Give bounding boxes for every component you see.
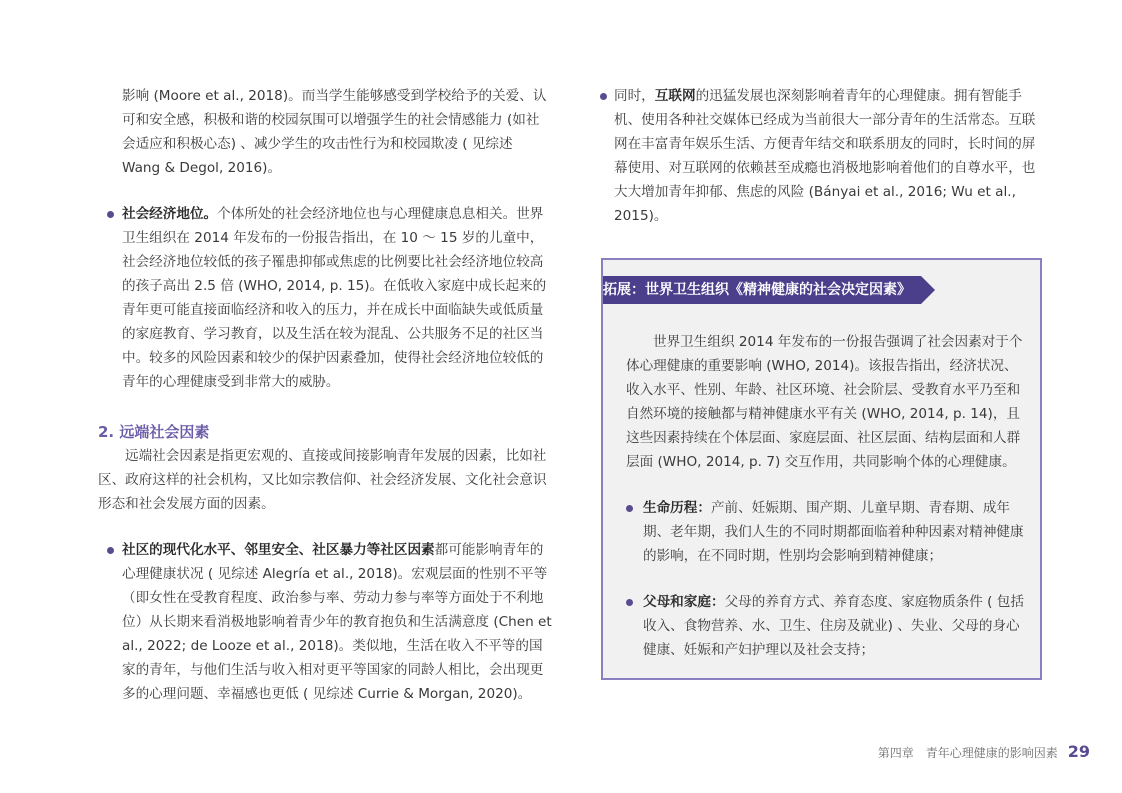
- callout-bullet-family: [626, 590, 1026, 662]
- bullet-dot-icon: [107, 211, 114, 218]
- bullet-dot-icon: [600, 93, 607, 100]
- bullet-dot-icon: [107, 547, 114, 554]
- bullet-bold-lead: 社会经济地位。: [122, 206, 218, 222]
- bullet-text: 父母的养育方式、养育态度、家庭物质条件 ( 包括收入、食物营养、水、卫生、住房及就业) 、失业、父母的身心健康、妊娠和产妇护理以及社会支持；: [643, 594, 1024, 658]
- bullet-text: 个体所处的社会经济地位也与心理健康息息相关。世界卫生组织在 2014 年发布的一份报告指出，在 10 ～ 15 岁的儿童中，社会经济地位较低的孩子罹患抑郁或焦虑的比例要比社会经济地位较高的孩子高出 2.5 倍 (WHO, 2014, p. 15)。在低收入家庭中成长起来的青年更可能直接面临经济和收入的压力，并在成长中面临缺失或低质量的家庭教育、学习教育，以及生活在较为混乱、公共服务不足的社区当中。较多的风险因素和较少的保护因素叠加，使得社会经济地位较低的青年的心理健康受到非常大的威胁。: [122, 206, 547, 390]
- section-body: 远端社会因素是指更宏观的、直接或间接影响青年发展的因素，比如社区、政府这样的社会机构，又比如宗教信仰、社会经济发展、文化社会意识形态和社会发展方面的因素。: [98, 448, 547, 512]
- callout-title: [603, 276, 921, 304]
- callout-title-text: 拓展：世界卫生组织《精神健康的社会决定因素》: [603, 282, 911, 298]
- callout-bullet-life-course: [626, 496, 1026, 568]
- page-number: 29: [1067, 742, 1090, 761]
- bullet-bold-lead: 生命历程：: [643, 500, 711, 516]
- bullet-community-factors: [98, 538, 552, 706]
- page-footer: [878, 742, 1090, 761]
- continued-paragraph: 影响 (Moore et al., 2018)。而当学生能够感受到学校给予的关爱、认可和安全感，积极和谐的校园氛围可以增强学生的社会情感能力 (如社会适应和积极心态) 、减少学生的攻击性行为和校园欺凌 ( 见综述 Wang & Degol, 2016)。: [122, 88, 547, 176]
- chapter-title: 第四章 青年心理健康的影响因素: [877, 746, 1058, 760]
- bullet-socioeconomic-status: [98, 202, 552, 394]
- bullet-bold-lead: 社区的现代化水平、邻里安全、社区暴力等社区因素: [122, 542, 435, 558]
- callout-intro: 世界卫生组织 2014 年发布的一份报告强调了社会因素对于个体心理健康的重要影响 (WHO, 2014)。该报告指出，经济状况、收入水平、性别、年龄、社区环境、社会阶层、受教育水平乃至和自然环境的接触都与精神健康水平有关 (WHO, 2014, p. 14)，且这些因素持续在个体层面、家庭层面、社区层面、结构层面和人群层面 (WHO, 2014, p. 7) 交互作用，共同影响个体的心理健康。: [626, 334, 1023, 470]
- bullet-dot-icon: [626, 505, 633, 512]
- bullet-text: 的迅猛发展也深刻影响着青年的心理健康。拥有智能手机、使用各种社交媒体已经成为当前很大一部分青年的生活常态。互联网在丰富青年娱乐生活、方便青年结交和联系朋友的同时，长时间的屏幕使用、对互联网的依赖甚至成瘾也消极地影响着他们的自尊水平，也大大增加青年抑郁、焦虑的风险 (Bányai et al., 2016; Wu et al., 2015)。: [614, 88, 1036, 224]
- bullet-dot-icon: [626, 599, 633, 606]
- right-column: [600, 84, 1046, 228]
- bullet-bold-lead: 互联网: [654, 88, 696, 104]
- bullet-text: 都可能影响青年的心理健康状况 ( 见综述 Alegría et al., 2018)。宏观层面的性别不平等（即女性在受教育程度、政治参与率、劳动力参与率等方面处于不利地位）从长期来看消极地影响着青少年的教育抱负和生活满意度 (Chen et al., 2022; de Looze et al., 2018)。类似地，生活在收入不平等的国家的青年，与他们生活与收入相对更平等国家的同龄人相比，会出现更多的心理问题、幸福感也更低 ( 见综述 Currie & Morgan, 2020)。: [122, 542, 552, 702]
- callout-body: [626, 330, 1026, 662]
- bullet-internet: [600, 84, 1046, 228]
- callout-box: [601, 258, 1042, 680]
- bullet-bold-lead: 父母和家庭：: [643, 594, 725, 610]
- bullet-prefix: 同时，: [614, 88, 655, 104]
- section-heading: 2. 远端社会因素: [98, 423, 210, 441]
- bullet-text: 产前、妊娠期、围产期、儿童早期、青春期、成年期、老年期，我们人生的不同时期都面临着种种因素对精神健康的影响，在不同时期，性别均会影响到精神健康；: [643, 500, 1024, 564]
- left-column: [98, 84, 552, 706]
